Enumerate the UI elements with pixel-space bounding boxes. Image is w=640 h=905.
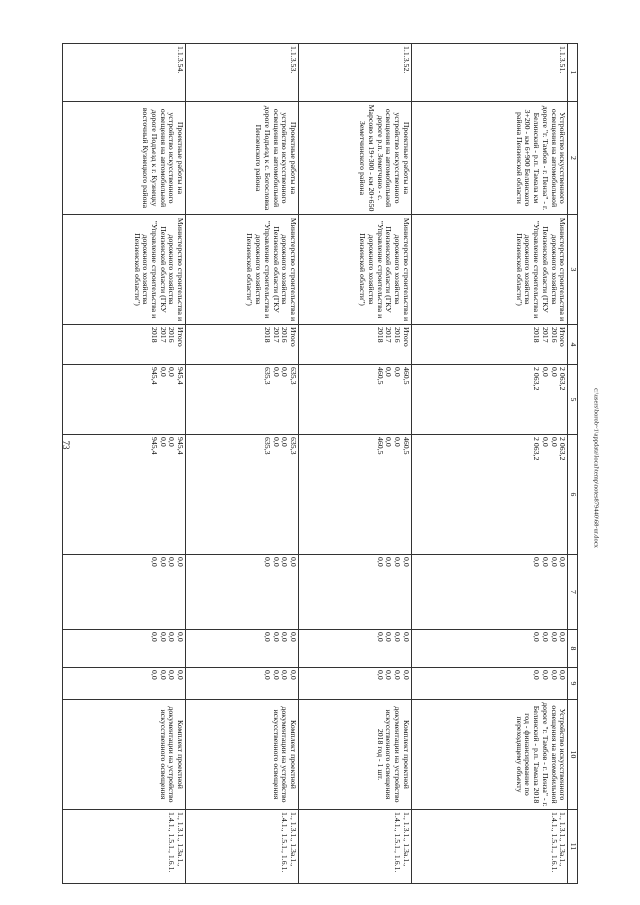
value: 0,0 <box>384 367 394 377</box>
value: 0,0 <box>392 557 402 567</box>
value: 0,0 <box>158 670 168 680</box>
executor: Министерство строительства и дорожного хозяйства Пензенской области (ГКУ "Управление строительства и дорожного хозяйства Пензенской области") <box>186 215 299 325</box>
value: 0,0 <box>384 437 394 447</box>
executor: Министерство строительства и дорожного хозяйства Пензенской области (ГКУ "Управление строительства и дорожного хозяйства Пензенской области") <box>298 215 411 325</box>
col-number: 1 <box>568 44 578 102</box>
executor: Министерство строительства и дорожного хозяйства Пензенской области (ГКУ "Управление строительства и дорожного хозяйства Пензенской области") <box>411 215 568 325</box>
value: 0,0 <box>375 670 385 680</box>
value: 2 063,2 <box>532 437 542 461</box>
value-cell <box>411 555 568 630</box>
value: 0,0 <box>392 632 402 642</box>
value: 0,0 <box>158 632 168 642</box>
value-cell <box>186 365 299 435</box>
value-cell <box>186 668 299 700</box>
year: 2018 <box>375 327 385 343</box>
col-number: 10 <box>568 700 578 810</box>
value-cell <box>186 630 299 668</box>
value-cell <box>63 630 186 668</box>
value: 0,0 <box>150 557 160 567</box>
value-cell <box>63 365 186 435</box>
table-row <box>411 44 568 884</box>
value: 0,0 <box>392 367 402 377</box>
value: 0,0 <box>384 557 394 567</box>
value: 0,0 <box>262 632 272 642</box>
years-cell <box>411 325 568 365</box>
value: 0,0 <box>176 632 186 642</box>
value: 945,4 <box>176 437 186 455</box>
value-cell <box>411 435 568 555</box>
row-id: 1.1.3.52. <box>298 44 411 102</box>
year: 2018 <box>150 327 160 343</box>
value: 0,0 <box>549 437 559 447</box>
value-cell <box>298 435 411 555</box>
value: 0,0 <box>262 670 272 680</box>
program-activities-table <box>62 43 578 884</box>
expected-result: Устройство искусственного освещения на автомобильной дороге "г. Тамбов - г. Пенза" - г. Белинский - р.п. Тамала 2018 год - финансирование по переходящему объекту <box>411 700 568 810</box>
value: 0,0 <box>167 670 177 680</box>
value-cell <box>298 365 411 435</box>
value: 0,0 <box>288 632 298 642</box>
year: 2016 <box>167 327 177 343</box>
year: 2017 <box>158 327 168 343</box>
value: 0,0 <box>176 670 186 680</box>
value: 0,0 <box>280 670 290 680</box>
value-cell <box>298 630 411 668</box>
value: 0,0 <box>176 557 186 567</box>
value: 0,0 <box>288 670 298 680</box>
value-cell <box>63 668 186 700</box>
value: 0,0 <box>158 367 168 377</box>
rotated-table-wrapper <box>62 43 578 883</box>
year: Итого <box>176 327 186 347</box>
value-cell <box>411 630 568 668</box>
value: 0,0 <box>271 557 281 567</box>
value-cell <box>63 555 186 630</box>
value: 460,5 <box>401 367 411 385</box>
value: 0,0 <box>150 670 160 680</box>
value: 0,0 <box>375 632 385 642</box>
value: 0,0 <box>392 670 402 680</box>
value: 0,0 <box>549 670 559 680</box>
value: 0,0 <box>167 367 177 377</box>
value-cell <box>186 435 299 555</box>
row-id: 1.1.3.51. <box>411 44 568 102</box>
col-number: 11 <box>568 810 578 884</box>
value: 2 063,2 <box>532 367 542 391</box>
year: 2017 <box>540 327 550 343</box>
years-cell <box>186 325 299 365</box>
value: 460,5 <box>401 437 411 455</box>
value: 0,0 <box>558 632 568 642</box>
value: 0,0 <box>540 367 550 377</box>
activity-name: Проектные работы на устройство искусственного освещения на автомобильной дороге Подъезд к г. Кузнецку восточный Кузнецкого района <box>63 102 186 215</box>
indicator-codes: 1., 1.3.1., 1.3а.1., 1.4.1., 1.5.1., 1.6.1. <box>411 810 568 884</box>
year: 2018 <box>532 327 542 343</box>
col-number: 3 <box>568 215 578 325</box>
year: 2018 <box>262 327 272 343</box>
value: 0,0 <box>384 632 394 642</box>
value: 0,0 <box>271 437 281 447</box>
document-file-path: c:\users\borob~1\appdata\local\temp\notes879440\68-ur.docx <box>592 388 600 548</box>
col-number: 5 <box>568 365 578 435</box>
value: 2 063,2 <box>558 367 568 391</box>
value: 0,0 <box>558 557 568 567</box>
year: Итого <box>401 327 411 347</box>
value: 0,0 <box>280 367 290 377</box>
value: 0,0 <box>288 557 298 567</box>
value: 0,0 <box>271 632 281 642</box>
expected-result: Комплект проектной документации на устройство искусственного освещения <box>63 700 186 810</box>
year: 2016 <box>280 327 290 343</box>
value: 635,3 <box>262 437 272 455</box>
year: 2017 <box>271 327 281 343</box>
value: 0,0 <box>262 557 272 567</box>
value: 0,0 <box>150 632 160 642</box>
value: 460,5 <box>375 437 385 455</box>
value: 945,4 <box>150 367 160 385</box>
years-cell <box>298 325 411 365</box>
value: 635,3 <box>288 367 298 385</box>
column-number-row <box>568 44 578 884</box>
indicator-codes: 1., 1.3.1., 1.3а.1., 1.4.1., 1.5.1., 1.6.1. <box>186 810 299 884</box>
col-number: 6 <box>568 435 578 555</box>
value: 0,0 <box>532 670 542 680</box>
year: Итого <box>288 327 298 347</box>
value: 0,0 <box>375 557 385 567</box>
page-number: 73 <box>61 440 71 450</box>
value: 0,0 <box>158 557 168 567</box>
col-number: 4 <box>568 325 578 365</box>
row-id: 1.1.3.54. <box>63 44 186 102</box>
value: 0,0 <box>271 367 281 377</box>
table-row <box>186 44 299 884</box>
value: 0,0 <box>280 632 290 642</box>
row-id: 1.1.3.53. <box>186 44 299 102</box>
value: 0,0 <box>549 557 559 567</box>
value: 0,0 <box>558 670 568 680</box>
value: 0,0 <box>540 437 550 447</box>
activity-name: Проектные работы на устройство искусственного освещения на автомобильной дороге р.п. Земетчино - с. Марсово км 19+300 - км 20+650 Земетчинского района <box>298 102 411 215</box>
col-number: 2 <box>568 102 578 215</box>
activity-name: Устройство искусственного освещения на автомобильной дороге "г. Тамбов - г. Пенза" - г. Белинский - р.п. Тамала км 3+200 - км 6+900 Белинского района Пензенской области <box>411 102 568 215</box>
value: 0,0 <box>532 632 542 642</box>
col-number: 7 <box>568 555 578 630</box>
value: 0,0 <box>158 437 168 447</box>
indicator-codes: 1., 1.3.1., 1.3а.1., 1.4.1., 1.5.1., 1.6.1. <box>63 810 186 884</box>
value: 0,0 <box>392 437 402 447</box>
value: 0,0 <box>280 437 290 447</box>
value: 0,0 <box>401 557 411 567</box>
value: 0,0 <box>167 437 177 447</box>
value: 0,0 <box>384 670 394 680</box>
value: 0,0 <box>401 670 411 680</box>
value: 0,0 <box>540 632 550 642</box>
value: 0,0 <box>549 632 559 642</box>
executor: Министерство строительства и дорожного хозяйства Пензенской области (ГКУ "Управление строительства и дорожного хозяйства Пензенской области") <box>63 215 186 325</box>
value: 945,4 <box>150 437 160 455</box>
value: 0,0 <box>167 632 177 642</box>
value-cell <box>186 555 299 630</box>
table-row <box>63 44 186 884</box>
year: 2016 <box>549 327 559 343</box>
value: 0,0 <box>540 557 550 567</box>
value: 635,3 <box>288 437 298 455</box>
value: 0,0 <box>549 367 559 377</box>
year: Итого <box>558 327 568 347</box>
year: 2017 <box>384 327 394 343</box>
value: 0,0 <box>401 632 411 642</box>
value-cell <box>411 668 568 700</box>
years-cell <box>63 325 186 365</box>
value: 460,5 <box>375 367 385 385</box>
value: 0,0 <box>532 557 542 567</box>
activity-name: Проектные работы на устройство искусственного освещения на автомобильной дороге Подъезд к с. Богословка Пензенского района <box>186 102 299 215</box>
value-cell <box>298 668 411 700</box>
value-cell <box>411 365 568 435</box>
expected-result: Комплект проектной документации на устройство искусственного освещения 2018 год - 1 шт. <box>298 700 411 810</box>
year: 2016 <box>392 327 402 343</box>
value: 0,0 <box>540 670 550 680</box>
value: 635,3 <box>262 367 272 385</box>
value: 0,0 <box>271 670 281 680</box>
value: 0,0 <box>167 557 177 567</box>
indicator-codes: 1., 1.3.1., 1.3а.1., 1.4.1., 1.5.1., 1.6.1. <box>298 810 411 884</box>
table-row <box>298 44 411 884</box>
value-cell <box>298 555 411 630</box>
value-cell <box>63 435 186 555</box>
value: 2 063,2 <box>558 437 568 461</box>
value: 0,0 <box>280 557 290 567</box>
expected-result: Комплект проектной документации на устройство искусственного освещения <box>186 700 299 810</box>
value: 945,4 <box>176 367 186 385</box>
col-number: 8 <box>568 630 578 668</box>
col-number: 9 <box>568 668 578 700</box>
